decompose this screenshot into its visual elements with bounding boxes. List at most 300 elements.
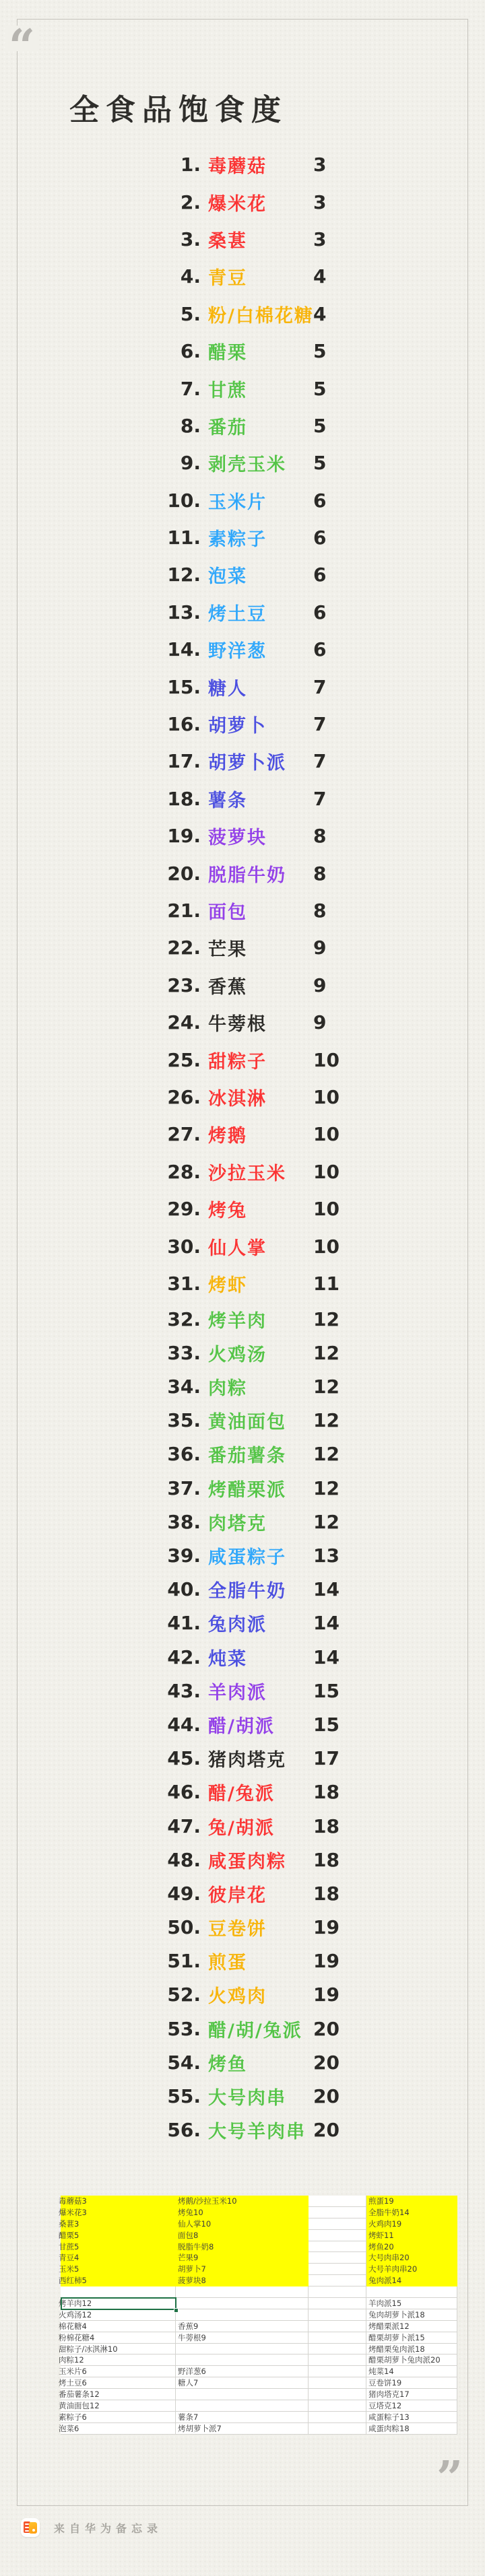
sheet-row <box>61 2400 457 2412</box>
list-item-name: 脱脂牛奶 <box>208 865 286 886</box>
sheet-row <box>61 2344 457 2355</box>
sheet-cell <box>309 2321 366 2332</box>
sheet-cell: 大号肉串20 <box>366 2252 457 2264</box>
sheet-cell <box>309 2332 366 2344</box>
sheet-cell: 烤羊肉12 <box>61 2298 176 2309</box>
list-item-name: 青豆 <box>208 268 247 290</box>
sheet-cell: 醋栗胡萝卜兔肉派20 <box>366 2354 457 2366</box>
list-item <box>122 1116 378 1153</box>
sheet-cell: 野洋葱6 <box>176 2366 309 2377</box>
list-item-value: 6 <box>313 638 327 661</box>
list-item-name: 炖菜 <box>208 1648 247 1670</box>
list-item-name: 芒果 <box>208 939 247 961</box>
list-item-rank: 38. <box>167 1510 201 1533</box>
list-item-rank: 24. <box>167 1011 201 1034</box>
list-item-rank: 9. <box>180 452 201 475</box>
list-item <box>122 817 378 854</box>
list-item-rank: 56. <box>167 2119 201 2142</box>
list-item-value: 20 <box>313 2051 340 2074</box>
sheet-row <box>61 2230 457 2241</box>
list-item <box>122 1369 378 1403</box>
list-item-value: 13 <box>313 1545 340 1567</box>
list-item-name: 兔肉派 <box>208 1615 267 1636</box>
list-item <box>122 1265 378 1302</box>
sheet-cell: 甘蔗5 <box>61 2241 176 2253</box>
list-item-name: 冰淇淋 <box>208 1088 267 1110</box>
list-item <box>122 706 378 743</box>
list-item-value: 12 <box>313 1341 340 1364</box>
list-item <box>122 1843 378 1876</box>
list-item-value: 12 <box>313 1510 340 1533</box>
list-item <box>122 780 378 817</box>
list-item-value: 10 <box>313 1198 340 1221</box>
list-item-name: 剥壳玉米 <box>208 454 286 476</box>
sheet-cell: 烤鱼20 <box>366 2241 457 2253</box>
list-item-name: 胡萝卜 <box>208 716 267 737</box>
list-item-value: 6 <box>313 601 327 623</box>
sheet-cell: 甜粽子/冰淇淋10 <box>61 2344 176 2355</box>
list-item-name: 烤羊肉 <box>208 1310 267 1332</box>
sheet-cell: 醋栗胡萝卜派15 <box>366 2332 457 2344</box>
list-item-name: 火鸡汤 <box>208 1344 267 1365</box>
sheet-row <box>61 2298 457 2309</box>
list-item <box>122 1944 378 1978</box>
list-item <box>122 482 378 519</box>
list-item-rank: 49. <box>167 1882 201 1905</box>
list-item-rank: 32. <box>167 1308 201 1330</box>
list-item <box>122 1404 378 1437</box>
list-item-value: 19 <box>313 1950 340 1973</box>
sheet-cell <box>309 2412 366 2423</box>
list-item <box>122 967 378 1004</box>
sheet-row <box>61 2389 457 2400</box>
list-item <box>122 296 378 333</box>
list-item-rank: 8. <box>180 414 201 437</box>
sheet-cell: 醋栗5 <box>61 2230 176 2241</box>
sheet-cell: 火鸡肉19 <box>366 2218 457 2230</box>
memo-card <box>17 19 468 2506</box>
list-item <box>122 1190 378 1227</box>
list-item-name: 番茄 <box>208 417 247 438</box>
list-item-name: 毒蘑菇 <box>208 156 267 178</box>
list-item-name: 面包 <box>208 902 247 923</box>
list-item-rank: 31. <box>167 1272 201 1295</box>
list-item-rank: 34. <box>167 1376 201 1398</box>
sheet-row <box>61 2252 457 2264</box>
sheet-row <box>61 2264 457 2275</box>
list-item-value: 8 <box>313 900 327 922</box>
list-item-value: 14 <box>313 1612 340 1635</box>
sheet-cell <box>366 2286 457 2298</box>
sheet-row <box>61 2309 457 2321</box>
list-item-value: 3 <box>313 154 327 176</box>
list-item-name: 烤土豆 <box>208 603 267 625</box>
sheet-cell <box>176 2286 309 2298</box>
list-item-value: 5 <box>313 414 327 437</box>
list-item-value: 11 <box>313 1272 340 1295</box>
sheet-cell <box>309 2275 366 2286</box>
sheet-cell: 菠萝块8 <box>176 2275 309 2286</box>
list-item-name: 彼岸花 <box>208 1885 267 1906</box>
list-item-name: 咸蛋粽子 <box>208 1547 286 1569</box>
list-item <box>122 1809 378 1843</box>
list-item-value: 7 <box>313 713 327 736</box>
sheet-row <box>61 2332 457 2344</box>
sheet-cell: 玉米片6 <box>61 2366 176 2377</box>
sheet-cell: 全脂牛奶14 <box>366 2207 457 2218</box>
list-item-name: 番茄薯条 <box>208 1446 286 1467</box>
list-item-name: 肉塔克 <box>208 1513 267 1534</box>
sheet-row <box>61 2366 457 2377</box>
list-item-rank: 4. <box>180 265 201 288</box>
list-item-name: 糖人 <box>208 678 247 700</box>
list-item <box>122 1336 378 1369</box>
list-item-rank: 30. <box>167 1235 201 1258</box>
sheet-cell: 玉米5 <box>61 2264 176 2275</box>
sheet-row <box>61 2377 457 2389</box>
list-item-name: 甜粽子 <box>208 1051 267 1073</box>
list-item-name: 野洋葱 <box>208 641 267 663</box>
list-item-value: 18 <box>313 1781 340 1804</box>
list-item-value: 12 <box>313 1443 340 1466</box>
list-item-value: 20 <box>313 2085 340 2108</box>
list-item-value: 15 <box>313 1679 340 1702</box>
list-item-rank: 1. <box>180 154 201 176</box>
list-item-value: 20 <box>313 2017 340 2040</box>
list-item-name: 醋/胡/兔派 <box>208 2020 302 2041</box>
sheet-row <box>61 2354 457 2366</box>
sheet-cell: 豆塔克12 <box>366 2400 457 2412</box>
list-item <box>122 146 378 183</box>
list-item-value: 19 <box>313 1916 340 1939</box>
list-item-name: 胡萝卜派 <box>208 753 286 774</box>
sheet-cell: 烤鹅/沙拉玉米10 <box>176 2196 309 2207</box>
list-item-name: 肉粽 <box>208 1378 247 1400</box>
sheet-cell: 烤兔10 <box>176 2207 309 2218</box>
list-item-name: 猪肉塔克 <box>208 1750 286 1771</box>
list-item <box>122 1573 378 1606</box>
open-quote-icon: “ <box>5 26 38 51</box>
sheet-cell: 香蕉9 <box>176 2321 309 2332</box>
sheet-cell <box>309 2252 366 2264</box>
list-item-name: 粉/白棉花糖 <box>208 305 314 327</box>
list-item <box>122 2079 378 2113</box>
list-item-value: 6 <box>313 527 327 549</box>
list-item-rank: 15. <box>167 675 201 698</box>
list-item-rank: 35. <box>167 1409 201 1432</box>
list-item-rank: 21. <box>167 900 201 922</box>
sheet-cell <box>309 2309 366 2321</box>
list-item <box>122 556 378 593</box>
list-item-rank: 48. <box>167 1848 201 1871</box>
list-item-name: 烤兔 <box>208 1200 247 1222</box>
list-item-value: 17 <box>313 1747 340 1770</box>
list-item-rank: 19. <box>167 825 201 848</box>
list-item <box>122 2045 378 2079</box>
list-item-name: 醋/胡派 <box>208 1716 275 1737</box>
list-item-rank: 11. <box>167 527 201 549</box>
sheet-cell <box>309 2264 366 2275</box>
list-item-value: 12 <box>313 1376 340 1398</box>
sheet-cell: 脱脂牛奶8 <box>176 2241 309 2253</box>
list-item-rank: 27. <box>167 1123 201 1146</box>
list-item-rank: 6. <box>180 340 201 363</box>
list-item-value: 10 <box>313 1123 340 1146</box>
list-item <box>122 892 378 929</box>
sheet-cell: 烤虾11 <box>366 2230 457 2241</box>
list-item <box>122 1227 378 1264</box>
list-item <box>122 743 378 780</box>
list-item-value: 7 <box>313 750 327 773</box>
list-item <box>122 1707 378 1741</box>
list-item-name: 牛蒡根 <box>208 1014 267 1036</box>
sheet-cell: 粉棉花糖4 <box>61 2332 176 2344</box>
sheet-cell: 烤土豆6 <box>61 2377 176 2389</box>
spreadsheet-image <box>61 2196 457 2435</box>
food-list <box>122 146 378 2147</box>
sheet-cell <box>176 2344 309 2355</box>
list-item-rank: 22. <box>167 937 201 959</box>
list-item-rank: 17. <box>167 750 201 773</box>
list-item-name: 兔/胡派 <box>208 1817 275 1839</box>
list-item <box>122 2012 378 2045</box>
list-item-value: 20 <box>313 2119 340 2142</box>
list-item-rank: 3. <box>180 228 201 250</box>
list-item-value: 3 <box>313 191 327 213</box>
list-item-value: 14 <box>313 1646 340 1668</box>
list-item-rank: 37. <box>167 1477 201 1499</box>
list-item <box>122 407 378 444</box>
sheet-cell <box>309 2286 366 2298</box>
list-item-rank: 50. <box>167 1916 201 1939</box>
list-item-value: 12 <box>313 1308 340 1330</box>
sheet-cell: 棉花糖4 <box>61 2321 176 2332</box>
list-item-name: 玉米片 <box>208 492 267 513</box>
sheet-cell <box>61 2286 176 2298</box>
list-item <box>122 519 378 556</box>
list-item-rank: 14. <box>167 638 201 661</box>
sheet-cell: 芒果9 <box>176 2252 309 2264</box>
list-item-value: 9 <box>313 974 327 996</box>
sheet-cell: 咸蛋粽子13 <box>366 2412 457 2423</box>
list-item-rank: 54. <box>167 2051 201 2074</box>
list-item-rank: 5. <box>180 302 201 325</box>
list-item-name: 烤鹅 <box>208 1126 247 1147</box>
list-item-value: 18 <box>313 1882 340 1905</box>
list-item-value: 12 <box>313 1477 340 1499</box>
list-item-value: 9 <box>313 937 327 959</box>
list-item <box>122 183 378 220</box>
list-item-value: 4 <box>313 265 327 288</box>
list-item-rank: 53. <box>167 2017 201 2040</box>
sheet-cell <box>176 2400 309 2412</box>
list-item-value: 19 <box>313 1984 340 2006</box>
sheet-cell: 烤醋栗兔肉派18 <box>366 2344 457 2355</box>
list-item-rank: 51. <box>167 1950 201 1973</box>
sheet-row <box>61 2241 457 2253</box>
list-item-value: 4 <box>313 302 327 325</box>
list-item-rank: 13. <box>167 601 201 623</box>
list-item-name: 沙拉玉米 <box>208 1163 286 1184</box>
sheet-cell: 兔肉派14 <box>366 2275 457 2286</box>
sheet-cell <box>176 2354 309 2366</box>
sheet-cell: 肉粽12 <box>61 2354 176 2366</box>
list-item-rank: 12. <box>167 564 201 586</box>
list-item-rank: 18. <box>167 787 201 810</box>
sheet-row <box>61 2412 457 2423</box>
sheet-cell <box>309 2377 366 2389</box>
sheet-cell <box>176 2309 309 2321</box>
list-item-name: 醋/兔派 <box>208 1784 275 1805</box>
sheet-cell: 兔肉胡萝卜派18 <box>366 2309 457 2321</box>
list-item-name: 羊肉派 <box>208 1682 267 1703</box>
list-item-value: 5 <box>313 340 327 363</box>
list-item <box>122 1742 378 1775</box>
list-item <box>122 1079 378 1116</box>
list-item-rank: 39. <box>167 1545 201 1567</box>
sheet-cell: 青豆4 <box>61 2252 176 2264</box>
sheet-cell: 大号羊肉串20 <box>366 2264 457 2275</box>
list-item <box>122 1471 378 1505</box>
list-item-name: 薯条 <box>208 790 247 811</box>
sheet-cell: 薯条7 <box>176 2412 309 2423</box>
sheet-cell <box>309 2241 366 2253</box>
list-item-value: 12 <box>313 1409 340 1432</box>
list-item <box>122 1302 378 1336</box>
list-item-name: 甘蔗 <box>208 380 247 401</box>
list-item-value: 10 <box>313 1160 340 1183</box>
sheet-cell <box>309 2389 366 2400</box>
list-item-value: 7 <box>313 675 327 698</box>
list-item-rank: 10. <box>167 489 201 512</box>
list-item-rank: 25. <box>167 1048 201 1071</box>
close-quote-icon: ” <box>437 2451 463 2505</box>
list-item-value: 5 <box>313 377 327 400</box>
list-item-value: 14 <box>313 1578 340 1601</box>
sheet-cell: 面包8 <box>176 2230 309 2241</box>
list-item <box>122 1640 378 1674</box>
sheet-cell: 豆卷饼19 <box>366 2377 457 2389</box>
sheet-cell: 毒蘑菇3 <box>61 2196 176 2207</box>
sheet-cell <box>309 2230 366 2241</box>
sheet-row <box>61 2423 457 2435</box>
list-item <box>122 333 378 370</box>
list-item-rank: 47. <box>167 1815 201 1837</box>
list-item-name: 黄油面包 <box>208 1412 286 1433</box>
list-item-value: 18 <box>313 1815 340 1837</box>
sheet-cell: 爆米花3 <box>61 2207 176 2218</box>
sheet-cell: 猪肉塔克17 <box>366 2389 457 2400</box>
list-item <box>122 1538 378 1572</box>
list-item <box>122 1437 378 1471</box>
list-item <box>122 1505 378 1538</box>
list-item-rank: 42. <box>167 1646 201 1668</box>
sheet-cell <box>309 2354 366 2366</box>
list-item-name: 爆米花 <box>208 193 267 215</box>
list-item-rank: 26. <box>167 1085 201 1108</box>
list-item-value: 3 <box>313 228 327 250</box>
list-item-rank: 40. <box>167 1578 201 1601</box>
list-item <box>122 854 378 891</box>
list-item-name: 烤鱼 <box>208 2054 247 2075</box>
sheet-cell: 烤胡萝卜派7 <box>176 2423 309 2435</box>
sheet-cell <box>176 2298 309 2309</box>
list-item <box>122 668 378 705</box>
list-item-name: 大号羊肉串 <box>208 2122 306 2143</box>
list-item-rank: 29. <box>167 1198 201 1221</box>
list-item-name: 香蕉 <box>208 976 247 998</box>
sheet-cell: 桑葚3 <box>61 2218 176 2230</box>
page-title: 全食品饱食度 <box>69 93 288 127</box>
sheet-cell <box>309 2218 366 2230</box>
sheet-cell: 煎蛋19 <box>366 2196 457 2207</box>
list-item-value: 10 <box>313 1085 340 1108</box>
list-item-rank: 28. <box>167 1160 201 1183</box>
list-item <box>122 1978 378 2012</box>
sheet-row <box>61 2218 457 2230</box>
sheet-cell <box>309 2366 366 2377</box>
list-item-rank: 2. <box>180 191 201 213</box>
list-item-rank: 36. <box>167 1443 201 1466</box>
sheet-cell: 素粽子6 <box>61 2412 176 2423</box>
list-item-rank: 45. <box>167 1747 201 1770</box>
list-item <box>122 1775 378 1809</box>
list-item-rank: 16. <box>167 713 201 736</box>
sheet-cell <box>309 2423 366 2435</box>
sheet-cell: 牛蒡根9 <box>176 2332 309 2344</box>
list-item-name: 煎蛋 <box>208 1953 247 1974</box>
list-item-value: 9 <box>313 1011 327 1034</box>
sheet-cell <box>309 2344 366 2355</box>
list-item-rank: 23. <box>167 974 201 996</box>
list-item-rank: 7. <box>180 377 201 400</box>
list-item <box>122 221 378 258</box>
list-item-value: 6 <box>313 564 327 586</box>
source-note: 来自华为备忘录 <box>54 2521 163 2535</box>
list-item <box>122 1674 378 1707</box>
list-item-name: 菠萝块 <box>208 827 267 849</box>
selection-fill-handle <box>174 2308 179 2313</box>
list-item-name: 仙人掌 <box>208 1238 267 1259</box>
list-item-rank: 43. <box>167 1679 201 1702</box>
list-item-name: 全脂牛奶 <box>208 1581 286 1602</box>
sheet-cell: 胡萝卜7 <box>176 2264 309 2275</box>
list-item-name: 咸蛋肉粽 <box>208 1851 286 1872</box>
list-item <box>122 1004 378 1041</box>
sheet-row <box>61 2321 457 2332</box>
list-item <box>122 2113 378 2147</box>
list-item-value: 10 <box>313 1048 340 1071</box>
sheet-row <box>61 2196 457 2207</box>
list-item-name: 烤虾 <box>208 1275 247 1296</box>
sheet-cell: 番茄薯条12 <box>61 2389 176 2400</box>
list-item <box>122 1606 378 1640</box>
list-item-name: 烤醋栗派 <box>208 1479 286 1501</box>
source-footer <box>21 2518 162 2537</box>
list-item <box>122 1876 378 1910</box>
list-item <box>122 594 378 631</box>
list-item-value: 15 <box>313 1713 340 1736</box>
list-item-value: 10 <box>313 1235 340 1258</box>
huawei-memo-icon <box>21 2518 40 2537</box>
list-item-name: 泡菜 <box>208 566 247 588</box>
sheet-cell: 烤醋栗派12 <box>366 2321 457 2332</box>
list-item-rank: 46. <box>167 1781 201 1804</box>
list-item-value: 5 <box>313 452 327 475</box>
sheet-cell: 泡菜6 <box>61 2423 176 2435</box>
list-item <box>122 258 378 295</box>
sheet-cell: 火鸡汤12 <box>61 2309 176 2321</box>
